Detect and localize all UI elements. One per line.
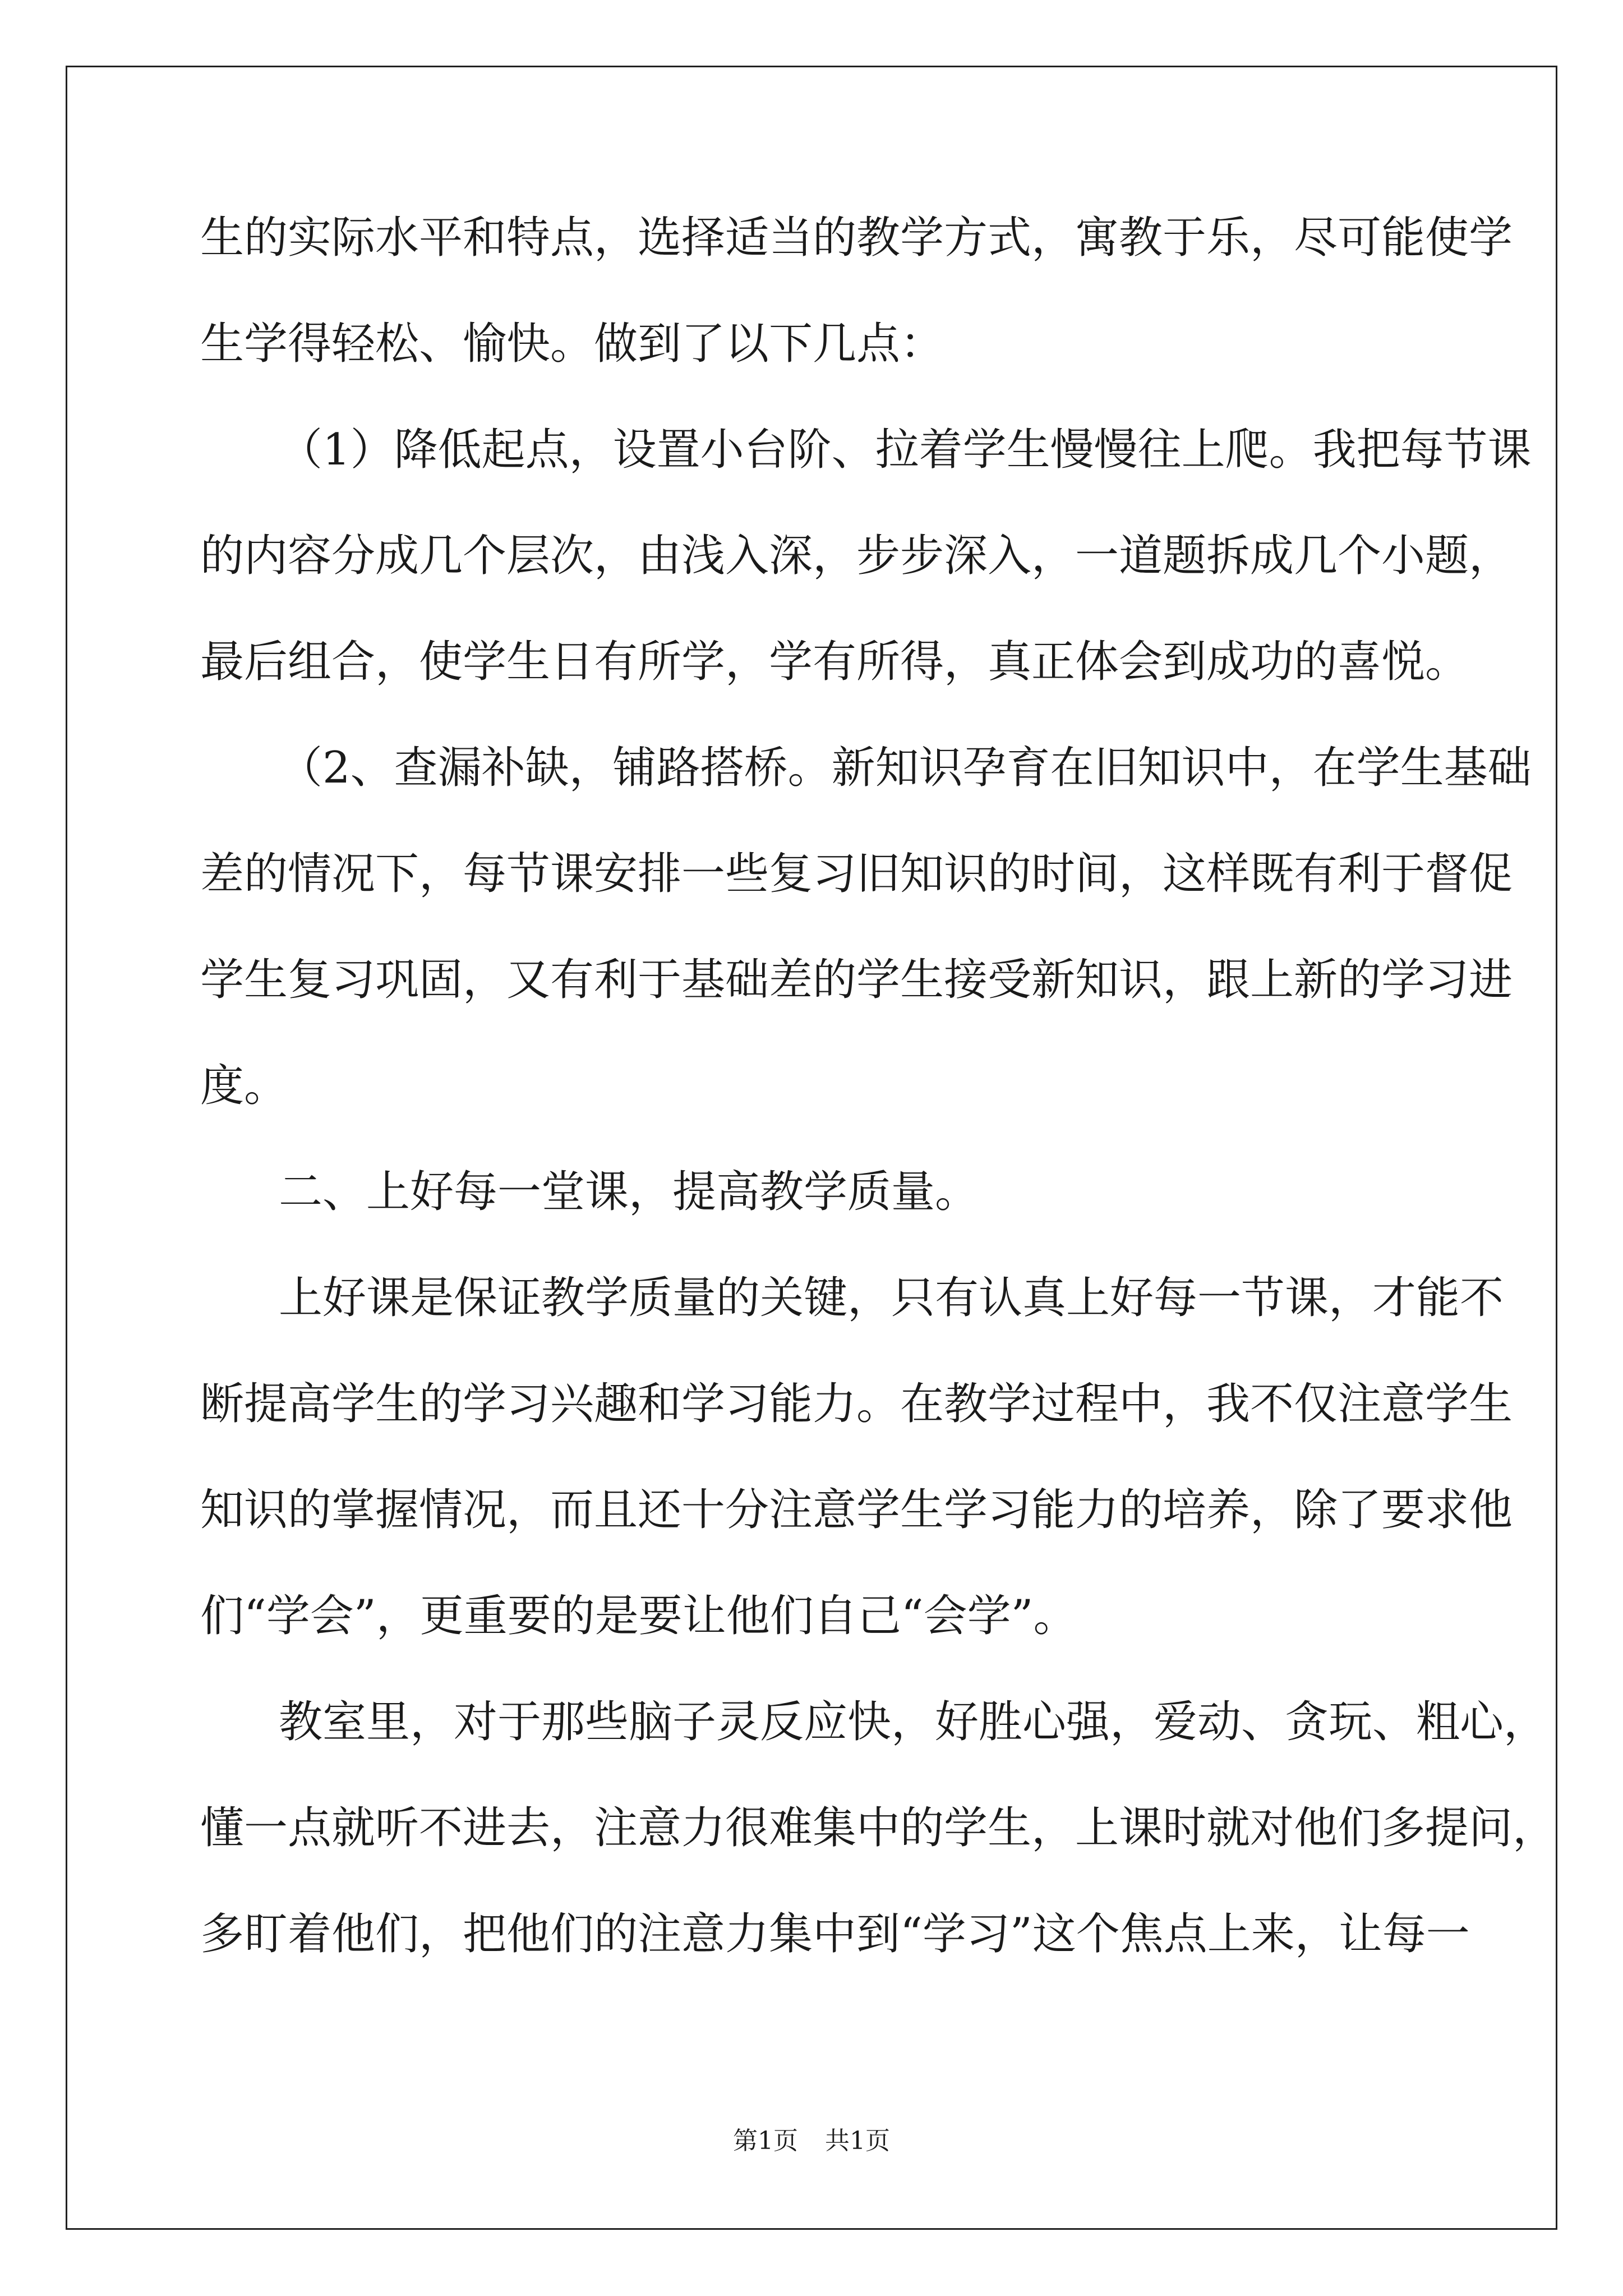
text-line: 差的情况下，每节课安排一些复习旧知识的时间，这样既有利于督促: [200, 849, 1513, 899]
text-line: 懂一点就听不进去，注意力很难集中的学生，上课时就对他们多提问，: [200, 1803, 1557, 1853]
text-line: （2、查漏补缺，铺路搭桥。新知识孕育在旧知识中，在学生基础: [279, 743, 1532, 793]
section-heading: 二、上好每一堂课，提高教学质量。: [279, 1167, 979, 1217]
text-line: 们“学会”，更重要的是要让他们自己“会学”。: [200, 1591, 1077, 1641]
text-line: 生的实际水平和特点，选择适当的教学方式，寓教于乐，尽可能使学: [200, 213, 1513, 263]
text-line: 生学得轻松、愉快。做到了以下几点：: [200, 319, 944, 369]
page-footer: [0, 2129, 1623, 2154]
text-line: 度。: [200, 1061, 288, 1111]
text-line: 教室里，对于那些脑子灵反应快，好胜心强，爱动、贪玩、粗心，: [279, 1697, 1548, 1747]
text-line: 的内容分成几个层次，由浅入深，步步深入，一道题拆成几个小题，: [200, 531, 1513, 581]
text-line: 上好课是保证教学质量的关键，只有认真上好每一节课，才能不: [279, 1273, 1504, 1323]
text-line: 最后组合，使学生日有所学，学有所得，真正体会到成功的喜悦。: [200, 637, 1469, 687]
text-line: 多盯着他们，把他们的注意力集中到“学习”这个焦点上来，让每一: [200, 1909, 1470, 1959]
text-line: （1）降低起点，设置小台阶、拉着学生慢慢往上爬。我把每节课: [279, 425, 1532, 475]
page-number: 第1页: [733, 2127, 798, 2155]
text-line: 知识的掌握情况，而且还十分注意学生学习能力的培养，除了要求他: [200, 1485, 1513, 1535]
page-total: 共1页: [825, 2127, 890, 2155]
text-line: 学生复习巩固，又有利于基础差的学生接受新知识，跟上新的学习进: [200, 955, 1513, 1005]
page-border: [66, 66, 1557, 2230]
text-line: 断提高学生的学习兴趣和学习能力。在教学过程中，我不仅注意学生: [200, 1379, 1513, 1429]
